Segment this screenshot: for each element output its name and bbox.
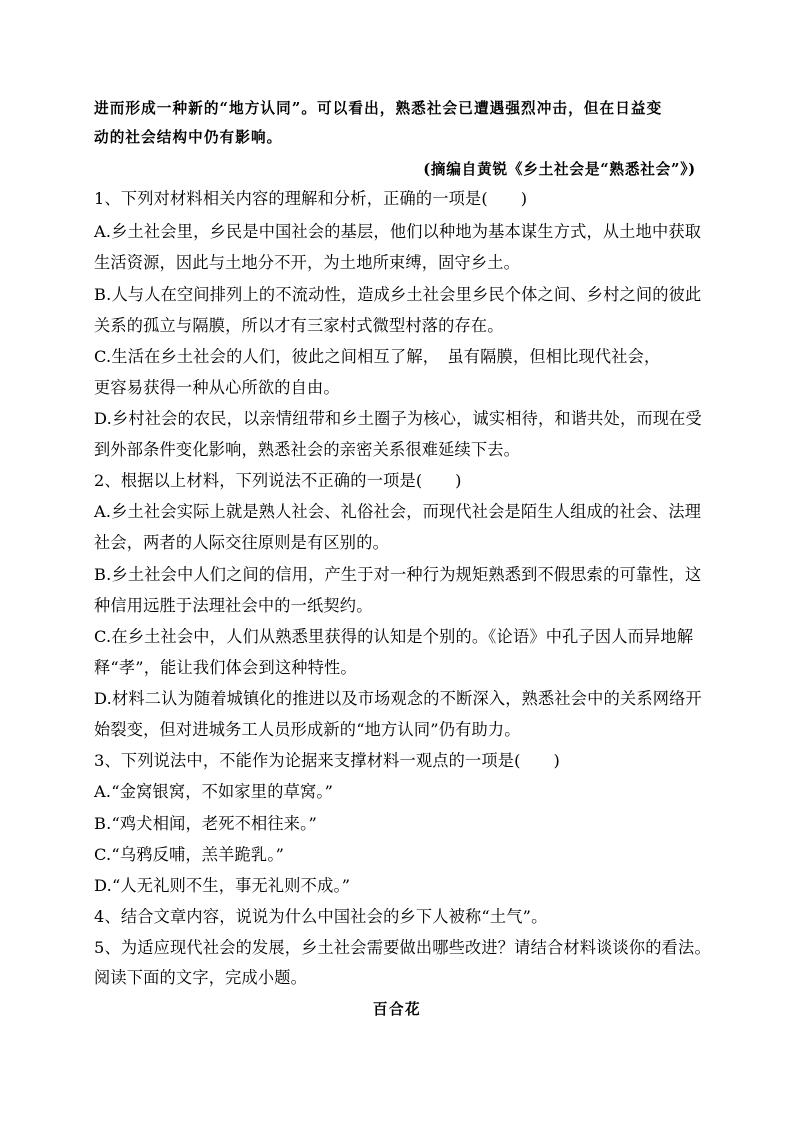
- question-1-stem: 1、下列对材料相关内容的理解和分析，正确的一项是( ): [94, 189, 528, 208]
- question-2-option-c-line-1: C.在乡土社会中，人们从熟悉里获得的认知是个别的。《论语》中孔子因人而异地解: [94, 627, 694, 646]
- reading-instruction: 阅读下面的文字，完成小题。: [94, 968, 308, 987]
- question-2-option-d-line-2: 始裂变，但对进城务工人员形成新的“地方认同”仍有助力。: [94, 720, 521, 739]
- question-2-stem: 2、根据以上材料，下列说法不正确的一项是( ): [94, 471, 462, 490]
- question-4-stem: 4、结合文章内容，说说为什么中国社会的乡下人被称“土气”。: [94, 907, 548, 926]
- passage-source: (摘编自黄锐《乡土社会是“熟悉社会”》): [423, 161, 696, 178]
- question-2-option-a-line-1: A.乡土社会实际上就是熟人社会、礼俗社会，而现代社会是陌生人组成的社会、法理: [94, 502, 702, 521]
- question-1-option-a-line-1: A.乡土社会里，乡民是中国社会的基层，他们以种地为基本谋生方式，从土地中获取: [94, 222, 702, 241]
- question-1-option-d-line-2: 到外部条件变化影响，熟悉社会的亲密关系很难延续下去。: [94, 440, 521, 459]
- passage-line-2: 动的社会结构中仍有影响。: [94, 129, 283, 146]
- question-1-option-c-line-2: 更容易获得一种从心所欲的自由。: [94, 378, 340, 397]
- question-3-option-b: B.“鸡犬相闻，老死不相往来。”: [94, 814, 317, 833]
- question-1-option-b-line-2: 关系的孤立与隔膜，所以才有三家村式微型村落的存在。: [94, 316, 504, 335]
- passage-title: 百合花: [372, 1001, 422, 1018]
- question-2-option-d-line-1: D.材料二认为随着城镇化的推进以及市场观念的不断深入，熟悉社会中的关系网络开: [94, 689, 702, 708]
- question-1-option-a-line-2: 生活资源，因此与土地分不开，为土地所束缚，固守乡土。: [94, 253, 521, 272]
- question-1-option-b-line-1: B.人与人在空间排列上的不流动性，造成乡土社会里乡民个体之间、乡村之间的彼此: [94, 285, 702, 304]
- passage-line-1: 进而形成一种新的“地方认同”。可以看出，熟悉社会已遭遇强烈冲击，但在日益变: [94, 100, 663, 117]
- question-3-option-d: D.“人无礼则不生，事无礼则不成。”: [94, 876, 351, 895]
- question-5-stem: 5、为适应现代社会的发展，乡土社会需要做出哪些改进？请结合材料谈谈你的看法。: [94, 938, 711, 957]
- question-2-option-a-line-2: 社会，两者的人际交往原则是有区别的。: [94, 533, 389, 552]
- question-3-stem: 3、下列说法中，不能作为论据来支撑材料一观点的一项是( ): [94, 751, 560, 770]
- question-2-option-b-line-2: 种信用远胜于法理社会中的一纸契约。: [94, 596, 373, 615]
- question-1-option-d-line-1: D.乡村社会的农民，以亲情纽带和乡土圈子为核心，诚实相待，和谐共处，而现在受: [94, 409, 702, 428]
- question-3-option-a: A.“金窝银窝，不如家里的草窝。”: [94, 782, 334, 801]
- question-2-option-b-line-1: B.乡土社会中人们之间的信用，产生于对一种行为规矩熟悉到不假思索的可靠性，这: [94, 565, 702, 584]
- question-2-option-c-line-2: 释“孝”，能让我们体会到这种特性。: [94, 658, 357, 677]
- question-3-option-c: C.“乌鸦反哺，羔羊跪乳。”: [94, 845, 285, 864]
- question-1-option-c-line-1: C.生活在乡土社会的人们，彼此之间相互了解， 虽有隔膜，但相比现代社会，: [94, 347, 661, 366]
